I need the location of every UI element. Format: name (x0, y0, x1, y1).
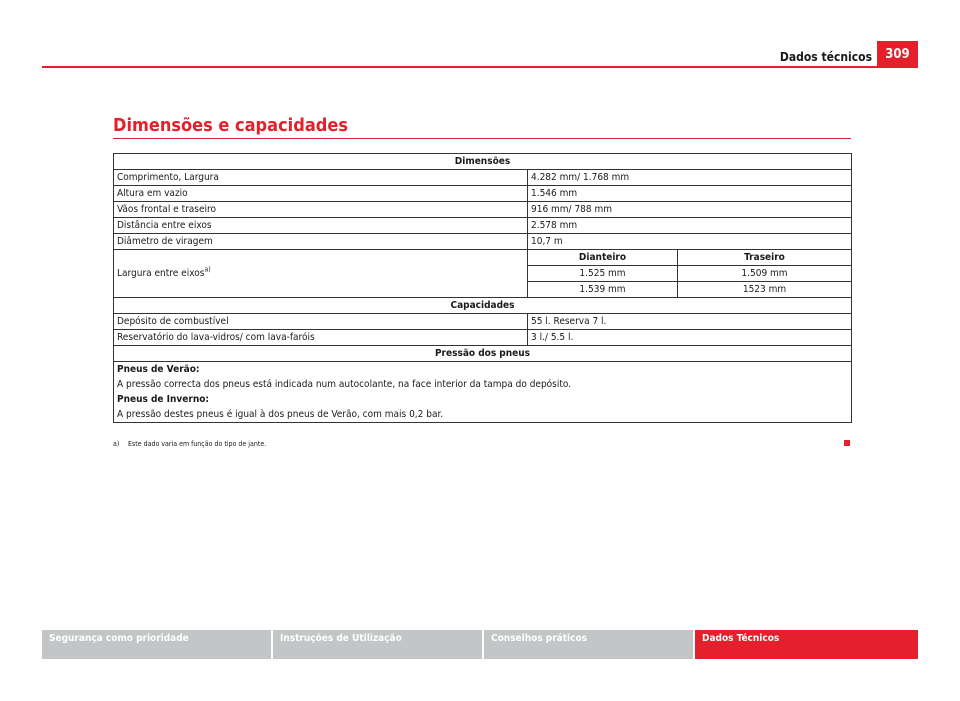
row-value: 2.578 mm (528, 218, 852, 234)
row-label: Comprimento, Largura (114, 170, 528, 186)
table-row (114, 202, 852, 218)
row-value: 10,7 m (528, 234, 852, 250)
tyre-pressure-cell (114, 362, 852, 423)
section-divider (113, 138, 851, 139)
table-section-header (114, 298, 852, 314)
row-value: 1.546 mm (528, 186, 852, 202)
front-value: 1.539 mm (528, 282, 678, 298)
front-header: Dianteiro (528, 250, 678, 266)
table-row (114, 362, 852, 423)
row-value: 55 l. Reserva 7 l. (528, 314, 852, 330)
front-value: 1.525 mm (528, 266, 678, 282)
table-row (114, 330, 852, 346)
row-label: Depósito de combustível (114, 314, 528, 330)
footer-tab-conselhos[interactable]: Conselhos práticos (484, 630, 693, 659)
tyre-pressure-header: Pressão dos pneus (114, 346, 852, 362)
track-width-label (114, 250, 528, 298)
rear-header: Traseiro (678, 250, 852, 266)
table-row (114, 218, 852, 234)
footer-tab-dados-tecnicos[interactable]: Dados Técnicos (695, 630, 918, 659)
table-section-header (114, 154, 852, 170)
page-number: 309 (877, 41, 918, 67)
winter-tyres-title: Pneus de Inverno: (117, 394, 210, 405)
row-label: Diâmetro de viragem (114, 234, 528, 250)
row-label: Vãos frontal e traseiro (114, 202, 528, 218)
rear-value: 1.509 mm (678, 266, 852, 282)
header-divider (42, 66, 918, 68)
table-row (114, 314, 852, 330)
footnote-text: Este dado varia em função do tipo de jante. (128, 440, 267, 448)
dimensions-header: Dimensões (114, 154, 852, 170)
dimensions-capacities-table (113, 153, 852, 423)
summer-tyres-title: Pneus de Verão: (117, 364, 200, 375)
row-label: Reservatório do lava-vidros/ com lava-faróis (114, 330, 528, 346)
row-value: 916 mm/ 788 mm (528, 202, 852, 218)
table-section-header (114, 346, 852, 362)
row-value: 4.282 mm/ 1.768 mm (528, 170, 852, 186)
capacities-header: Capacidades (114, 298, 852, 314)
footnote-ref: a) (204, 265, 211, 274)
chapter-title: Dados técnicos (779, 50, 872, 64)
section-end-square-icon (844, 440, 850, 446)
footnote-mark: a) (113, 440, 120, 448)
row-label: Altura em vazio (114, 186, 528, 202)
rear-value: 1523 mm (678, 282, 852, 298)
table-row (114, 170, 852, 186)
track-width-text: Largura entre eixos (117, 268, 205, 279)
table-row (114, 186, 852, 202)
table-row (114, 250, 852, 266)
summer-tyres-text: A pressão correcta dos pneus está indicada num autocolante, na face interior da tampa do depósito. (117, 379, 572, 390)
footnote (113, 440, 266, 448)
row-label: Distância entre eixos (114, 218, 528, 234)
footer-tab-instrucoes[interactable]: Instruções de Utilização (273, 630, 482, 659)
section-title: Dimensões e capacidades (113, 115, 348, 136)
footer-tab-seguranca[interactable]: Segurança como prioridade (42, 630, 271, 659)
winter-tyres-text: A pressão destes pneus é igual à dos pneus de Verão, com mais 0,2 bar. (117, 409, 444, 420)
row-value: 3 l./ 5.5 l. (528, 330, 852, 346)
table-row (114, 234, 852, 250)
